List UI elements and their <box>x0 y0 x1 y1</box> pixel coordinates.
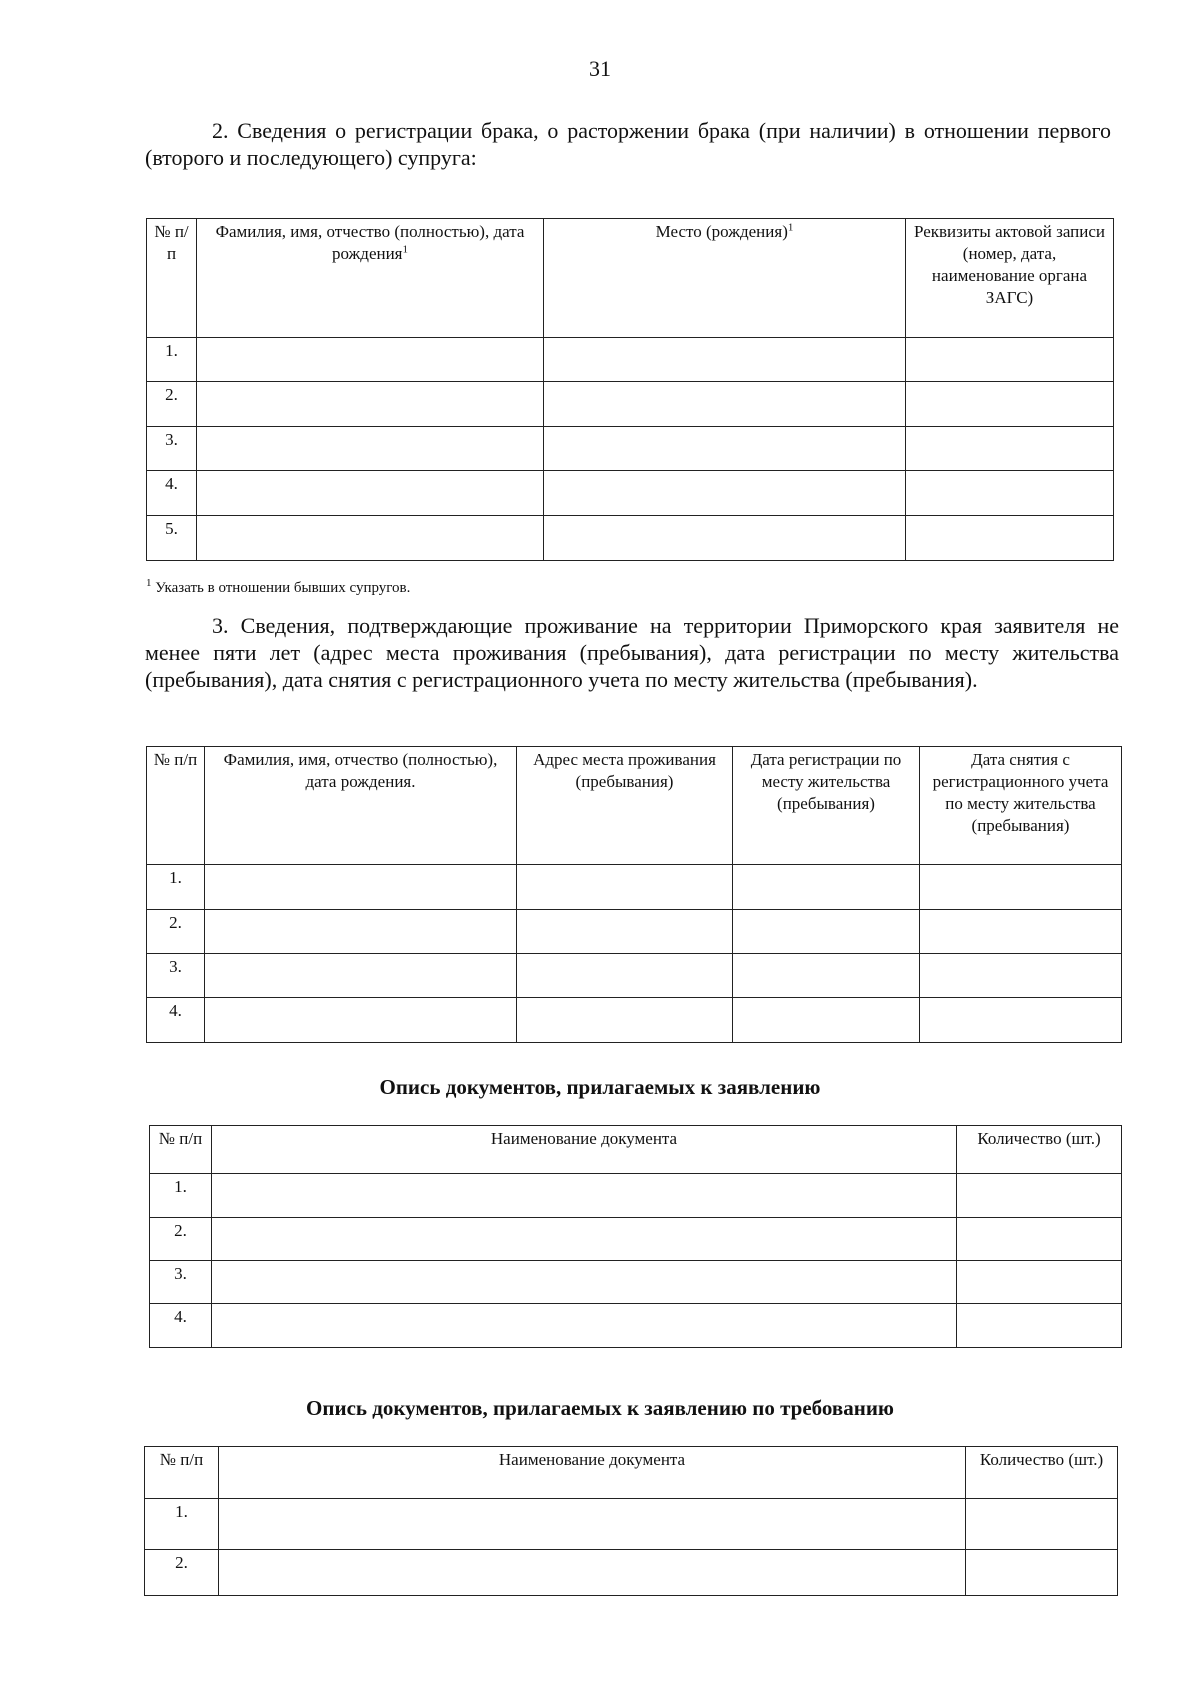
cell <box>212 1218 957 1261</box>
cell <box>197 516 544 561</box>
header-registration-date: Дата регистрации по месту жительства (пребывания) <box>733 747 920 865</box>
row-number: 1. <box>145 1499 219 1550</box>
header-document-name: Наименование документа <box>212 1126 957 1174</box>
header-quantity: Количество (шт.) <box>966 1447 1118 1499</box>
cell <box>906 338 1114 382</box>
cell <box>197 338 544 382</box>
cell <box>212 1304 957 1348</box>
row-number: 3. <box>147 427 197 471</box>
table-header-row <box>145 1447 1118 1499</box>
table-row <box>147 471 1114 516</box>
cell <box>920 865 1122 910</box>
table-row <box>147 427 1114 471</box>
table-row <box>150 1304 1122 1348</box>
cell <box>733 865 920 910</box>
footnote-mark: 1 <box>787 221 794 234</box>
cell <box>920 954 1122 998</box>
table-row <box>145 1550 1118 1596</box>
footnote-mark: 1 <box>402 243 409 256</box>
cell <box>957 1218 1122 1261</box>
header-document-name: Наименование документа <box>219 1447 966 1499</box>
table-row <box>150 1174 1122 1218</box>
cell <box>212 1174 957 1218</box>
row-number: 5. <box>147 516 197 561</box>
cell <box>906 382 1114 427</box>
cell <box>544 427 906 471</box>
residence-table <box>146 746 1122 1043</box>
cell <box>197 471 544 516</box>
header-num: № п/п <box>150 1126 212 1174</box>
table-row <box>147 338 1114 382</box>
cell <box>957 1304 1122 1348</box>
header-record-details: Реквизиты актовой записи (номер, дата, наименование органа ЗАГС) <box>906 219 1114 338</box>
cell <box>906 427 1114 471</box>
marriage-table <box>146 218 1114 561</box>
row-number: 4. <box>150 1304 212 1348</box>
cell <box>517 865 733 910</box>
cell <box>733 910 920 954</box>
table-row <box>150 1261 1122 1304</box>
cell <box>219 1550 966 1596</box>
cell <box>906 516 1114 561</box>
row-number: 2. <box>147 382 197 427</box>
header-deregistration-date: Дата снятия с регистрационного учета по месту жительства (пребывания) <box>920 747 1122 865</box>
cell <box>733 998 920 1043</box>
row-number: 3. <box>147 954 205 998</box>
cell <box>957 1174 1122 1218</box>
cell <box>517 954 733 998</box>
cell <box>906 471 1114 516</box>
table-row <box>147 910 1122 954</box>
table-row <box>145 1499 1118 1550</box>
cell <box>205 998 517 1043</box>
cell <box>966 1499 1118 1550</box>
row-number: 4. <box>147 998 205 1043</box>
cell <box>920 910 1122 954</box>
section-2-heading: 2. Сведения о регистрации брака, о расторжении брака (при наличии) в отношении первого (второго и последующего) супруга: <box>145 118 1111 170</box>
cell <box>544 338 906 382</box>
cell <box>957 1261 1122 1304</box>
table-row <box>147 516 1114 561</box>
footnote-mark: 1 <box>146 577 152 589</box>
inventory-on-request-table <box>144 1446 1118 1596</box>
section-3-heading: 3. Сведения, подтверждающие проживание на территории Приморского края заявителя не менее пяти лет (адрес места проживания (пребывания), дата регистрации по месту жительства (пребывания), дата снятия с регистрационного учета по месту жительства (пребывания). <box>145 613 1119 692</box>
cell <box>517 998 733 1043</box>
row-number: 1. <box>150 1174 212 1218</box>
cell <box>219 1499 966 1550</box>
table-header-row <box>147 219 1114 338</box>
cell <box>544 471 906 516</box>
table-row <box>150 1218 1122 1261</box>
cell <box>544 382 906 427</box>
header-place: Место (рождения)$^1$ <box>544 219 906 338</box>
cell <box>966 1550 1118 1596</box>
row-number: 1. <box>147 338 197 382</box>
table-row <box>147 865 1122 910</box>
cell <box>920 998 1122 1043</box>
table-header-row <box>150 1126 1122 1174</box>
header-num: № п/п <box>147 747 205 865</box>
inventory-on-request-title: Опись документов, прилагаемых к заявлению по требованию <box>306 1396 894 1420</box>
inventory-title: Опись документов, прилагаемых к заявлению <box>379 1075 821 1099</box>
row-number: 3. <box>150 1261 212 1304</box>
cell <box>205 865 517 910</box>
header-address: Адрес места проживания (пребывания) <box>517 747 733 865</box>
cell <box>205 954 517 998</box>
row-number: 2. <box>145 1550 219 1596</box>
header-fio: Фамилия, имя, отчество (полностью), дата рождения. <box>205 747 517 865</box>
table-header-row <box>147 747 1122 865</box>
row-number: 4. <box>147 471 197 516</box>
header-fio: Фамилия, имя, отчество (полностью), дата рождения$^1$ <box>197 219 544 338</box>
header-quantity: Количество (шт.) <box>957 1126 1122 1174</box>
table-row <box>147 382 1114 427</box>
table-row <box>147 954 1122 998</box>
cell <box>212 1261 957 1304</box>
row-number: 2. <box>150 1218 212 1261</box>
header-num: № п/п <box>145 1447 219 1499</box>
cell <box>197 427 544 471</box>
inventory-table <box>149 1125 1122 1348</box>
row-number: 1. <box>147 865 205 910</box>
table-row <box>147 998 1122 1043</box>
page-number: 31 <box>589 56 611 81</box>
cell <box>544 516 906 561</box>
row-number: 2. <box>147 910 205 954</box>
cell <box>205 910 517 954</box>
header-num: № п/п <box>147 219 197 338</box>
cell <box>197 382 544 427</box>
footnote: $^1$ Указать в отношении бывших супругов. <box>146 577 411 596</box>
cell <box>517 910 733 954</box>
cell <box>733 954 920 998</box>
